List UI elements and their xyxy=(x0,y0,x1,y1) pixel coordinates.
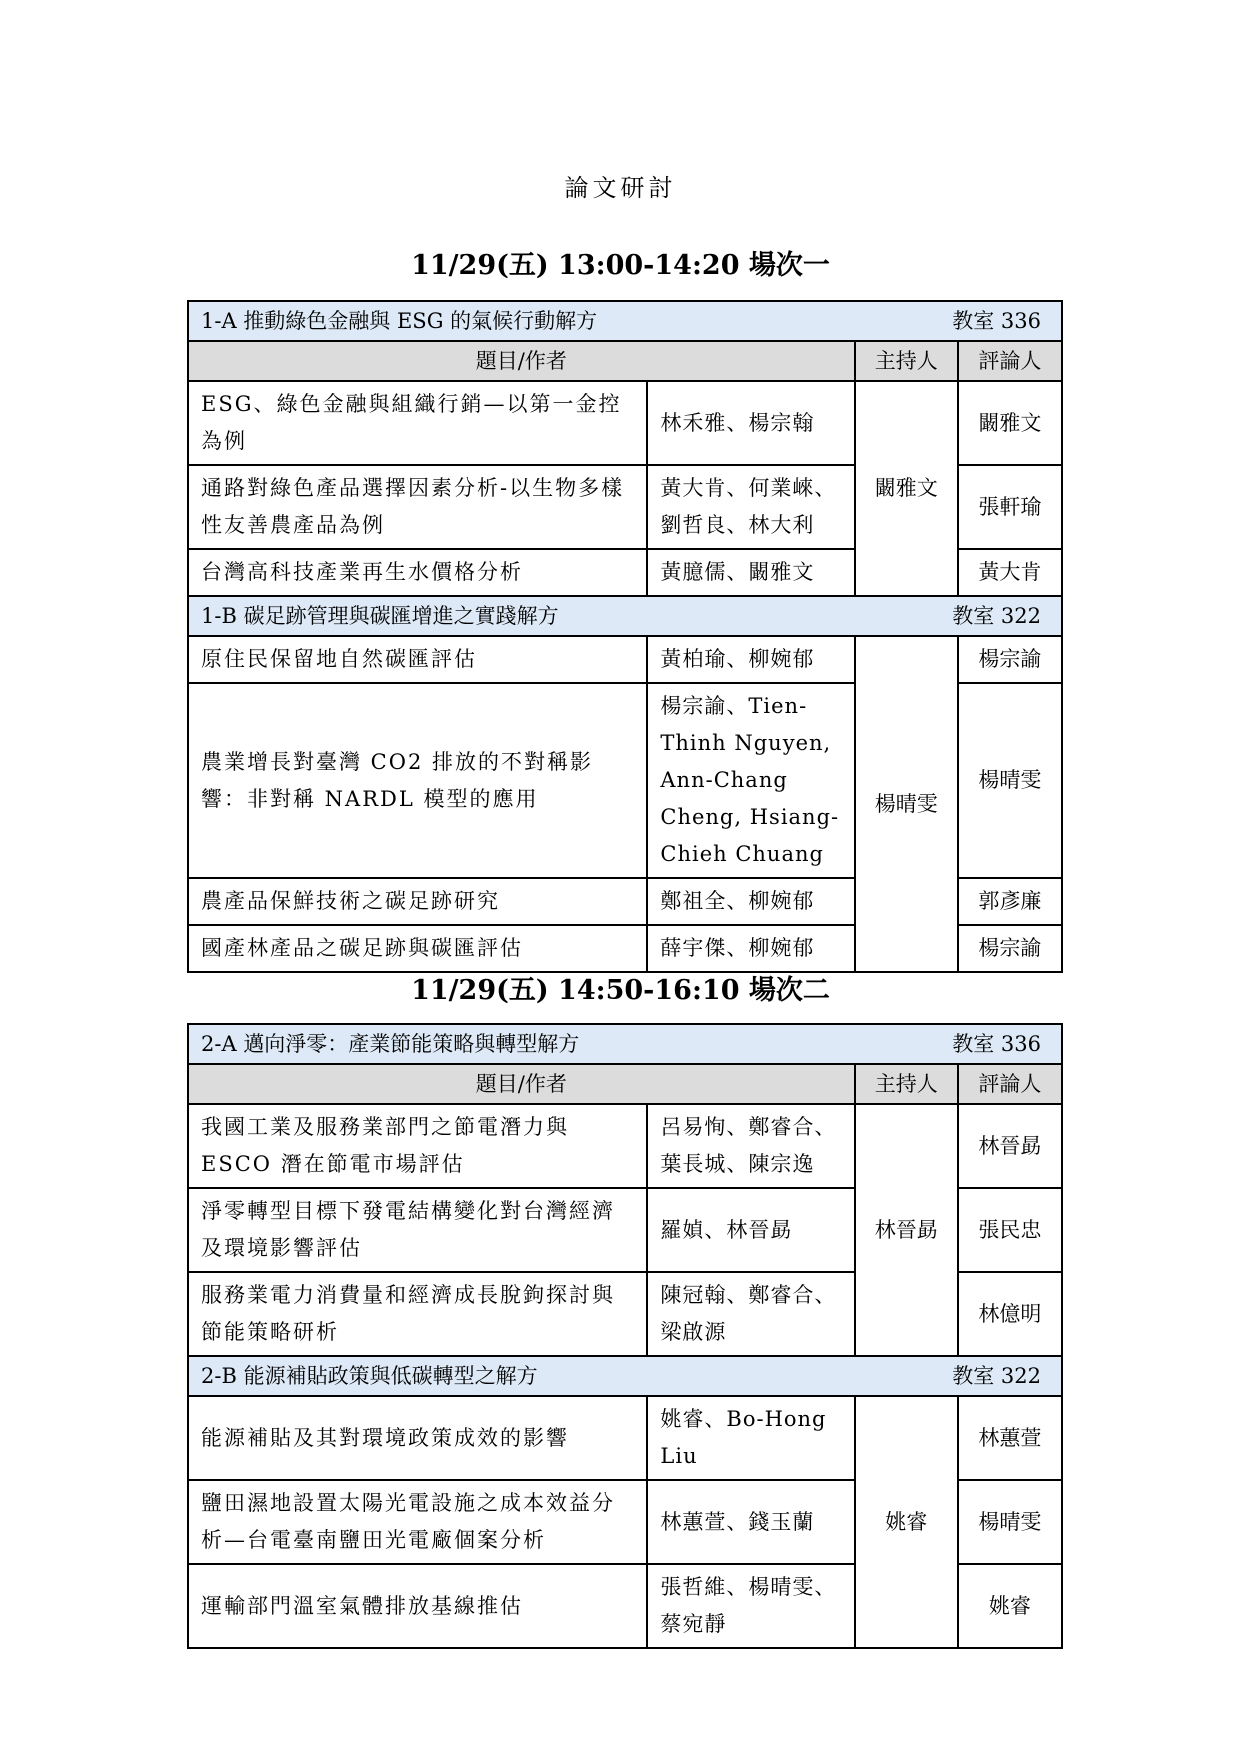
block-header xyxy=(188,596,1062,636)
paper-authors: 林蕙萱、錢玉蘭 xyxy=(647,1480,854,1564)
reviewer-cell: 張軒瑜 xyxy=(958,465,1062,549)
block-name: 2-B 能源補貼政策與低碳轉型之解方 xyxy=(201,1364,538,1388)
paper-authors: 黃臆儒、闞雅文 xyxy=(647,549,854,596)
paper-authors: 楊宗諭、Tien-Thinh Nguyen, Ann-Chang Cheng, Hsiang-Chieh Chuang xyxy=(647,683,854,878)
block-header xyxy=(188,1356,1062,1396)
page-heading: 論文研討 xyxy=(564,174,677,202)
paper-title: 服務業電力消費量和經濟成長脫鉤探討與節能策略研析 xyxy=(188,1272,647,1356)
paper-authors: 林禾雅、楊宗翰 xyxy=(647,381,854,465)
reviewer-cell: 楊宗諭 xyxy=(958,636,1062,683)
paper-authors: 鄭祖全、柳婉郁 xyxy=(647,878,854,925)
host-cell: 姚睿 xyxy=(855,1396,958,1648)
session-1-table xyxy=(187,300,1063,973)
reviewer-cell: 楊宗諭 xyxy=(958,925,1062,972)
paper-authors: 張哲維、楊晴雯、蔡宛靜 xyxy=(647,1564,854,1648)
paper-row xyxy=(188,1104,1062,1188)
paper-title: ESG、綠色金融與組織行銷—以第一金控為例 xyxy=(188,381,647,465)
session-title: 11/29(五) 14:50-16:10 場次二 xyxy=(411,975,830,1006)
reviewer-cell: 姚睿 xyxy=(958,1564,1062,1648)
paper-title: 通路對綠色產品選擇因素分析-以生物多樣性友善農產品為例 xyxy=(188,465,647,549)
paper-authors: 姚睿、Bo-Hong Liu xyxy=(647,1396,854,1480)
host-cell: 闞雅文 xyxy=(855,381,958,596)
paper-title: 農產品保鮮技術之碳足跡研究 xyxy=(188,878,647,925)
paper-row xyxy=(188,1396,1062,1480)
reviewer-cell: 黃大肯 xyxy=(958,549,1062,596)
block-header xyxy=(188,1024,1062,1064)
paper-authors: 羅媜、林晉勗 xyxy=(647,1188,854,1272)
paper-title: 我國工業及服務業部門之節電潛力與 ESCO 潛在節電市場評估 xyxy=(188,1104,647,1188)
column-header-title: 題目/作者 xyxy=(188,341,855,381)
reviewer-cell: 林億明 xyxy=(958,1272,1062,1356)
block-name: 2-A 邁向淨零：產業節能策略與轉型解方 xyxy=(201,1032,580,1056)
block-name: 1-B 碳足跡管理與碳匯增進之實踐解方 xyxy=(201,604,559,628)
column-header-reviewer: 評論人 xyxy=(958,1064,1062,1104)
paper-title: 能源補貼及其對環境政策成效的影響 xyxy=(188,1396,647,1480)
paper-row xyxy=(188,381,1062,465)
reviewer-cell: 郭彥廉 xyxy=(958,878,1062,925)
column-header-row xyxy=(188,1064,1062,1104)
paper-title: 鹽田濕地設置太陽光電設施之成本效益分析—台電臺南鹽田光電廠個案分析 xyxy=(188,1480,647,1564)
paper-title: 國產林產品之碳足跡與碳匯評估 xyxy=(188,925,647,972)
block-header xyxy=(188,301,1062,341)
reviewer-cell: 楊晴雯 xyxy=(958,683,1062,878)
reviewer-cell: 林晉勗 xyxy=(958,1104,1062,1188)
paper-authors: 陳冠翰、鄭睿合、梁啟源 xyxy=(647,1272,854,1356)
column-header-host: 主持人 xyxy=(855,1064,958,1104)
column-header-host: 主持人 xyxy=(855,341,958,381)
paper-authors: 呂易恂、鄭睿合、葉長城、陳宗逸 xyxy=(647,1104,854,1188)
paper-row xyxy=(188,636,1062,683)
session-2-table xyxy=(187,1023,1063,1649)
room-label: 教室 322 xyxy=(952,1364,1041,1388)
column-header-row xyxy=(188,341,1062,381)
room-label: 教室 336 xyxy=(952,1032,1041,1056)
column-header-title: 題目/作者 xyxy=(188,1064,855,1104)
paper-authors: 黃柏瑜、柳婉郁 xyxy=(647,636,854,683)
reviewer-cell: 林蕙萱 xyxy=(958,1396,1062,1480)
host-cell: 林晉勗 xyxy=(855,1104,958,1356)
room-label: 教室 336 xyxy=(952,309,1041,333)
room-label: 教室 322 xyxy=(952,604,1041,628)
reviewer-cell: 闞雅文 xyxy=(958,381,1062,465)
column-header-reviewer: 評論人 xyxy=(958,341,1062,381)
paper-title: 農業增長對臺灣 CO2 排放的不對稱影響：非對稱 NARDL 模型的應用 xyxy=(188,683,647,878)
paper-authors: 薛宇傑、柳婉郁 xyxy=(647,925,854,972)
block-name: 1-A 推動綠色金融與 ESG 的氣候行動解方 xyxy=(201,309,598,333)
paper-title: 淨零轉型目標下發電結構變化對台灣經濟及環境影響評估 xyxy=(188,1188,647,1272)
paper-title: 台灣高科技產業再生水價格分析 xyxy=(188,549,647,596)
paper-title: 原住民保留地自然碳匯評估 xyxy=(188,636,647,683)
reviewer-cell: 楊晴雯 xyxy=(958,1480,1062,1564)
reviewer-cell: 張民忠 xyxy=(958,1188,1062,1272)
host-cell: 楊晴雯 xyxy=(855,636,958,972)
paper-authors: 黃大肯、何業崍、劉哲良、林大利 xyxy=(647,465,854,549)
paper-title: 運輸部門溫室氣體排放基線推估 xyxy=(188,1564,647,1648)
session-title: 11/29(五) 13:00-14:20 場次一 xyxy=(411,250,830,281)
